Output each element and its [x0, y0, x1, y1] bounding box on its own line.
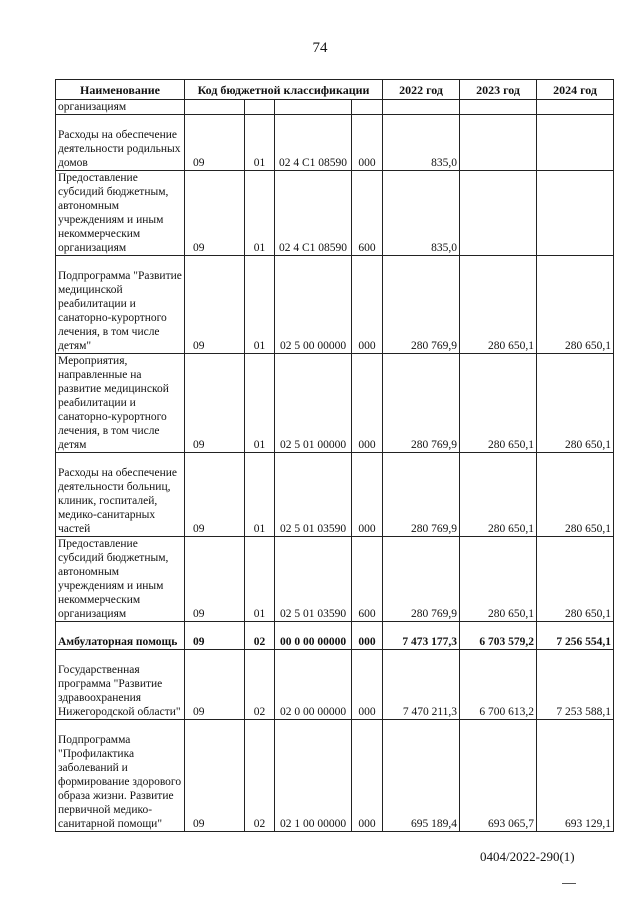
code-section-cell: 09 — [185, 354, 213, 453]
budget-table — [55, 79, 614, 832]
amount-2022-cell: 835,0 — [383, 115, 460, 171]
code-subsection-cell: 01 — [245, 171, 275, 256]
header-code: Код бюджетной классификации — [185, 80, 383, 100]
amount-2024-cell — [537, 171, 614, 256]
amount-2024-cell — [537, 115, 614, 171]
code-section-cell: 09 — [185, 115, 213, 171]
code-target-article-cell — [275, 100, 352, 115]
name-cell: организациям — [56, 100, 185, 115]
amount-2023-cell: 6 703 579,2 — [460, 622, 537, 650]
code-section-cell: 09 — [185, 171, 213, 256]
amount-2024-cell — [537, 100, 614, 115]
code-target-article-cell: 02 4 С1 08590 — [275, 115, 352, 171]
code-target-article-cell: 02 5 00 00000 — [275, 256, 352, 354]
code-subsection-cell: 01 — [245, 354, 275, 453]
table-row — [56, 650, 614, 720]
code-subsection-cell: 02 — [245, 650, 275, 720]
amount-2024-cell: 7 256 554,1 — [537, 622, 614, 650]
code-section-cell — [185, 100, 213, 115]
table-row — [56, 720, 614, 832]
amount-2024-cell: 280 650,1 — [537, 256, 614, 354]
code-subsection-cell — [245, 100, 275, 115]
amount-2024-cell: 280 650,1 — [537, 453, 614, 537]
code-target-article-cell: 02 1 00 00000 — [275, 720, 352, 832]
code-expense-type-cell: 000 — [352, 622, 383, 650]
code-target-article-cell: 02 0 00 00000 — [275, 650, 352, 720]
amount-2023-cell — [460, 171, 537, 256]
name-cell: Предоставление субсидий бюджетным, автономным учреждениям и иным некоммерческим организациям — [56, 537, 185, 622]
table-row — [56, 453, 614, 537]
amount-2022-cell: 695 189,4 — [383, 720, 460, 832]
code-section-cell: 09 — [185, 720, 213, 832]
amount-2022-cell: 280 769,9 — [383, 354, 460, 453]
code-spacer-cell — [213, 453, 245, 537]
amount-2023-cell: 693 065,7 — [460, 720, 537, 832]
code-subsection-cell: 02 — [245, 720, 275, 832]
code-expense-type-cell: 000 — [352, 256, 383, 354]
amount-2022-cell: 7 470 211,3 — [383, 650, 460, 720]
table-row — [56, 354, 614, 453]
code-spacer-cell — [213, 171, 245, 256]
code-target-article-cell: 02 4 С1 08590 — [275, 171, 352, 256]
code-spacer-cell — [213, 650, 245, 720]
amount-2024-cell: 280 650,1 — [537, 354, 614, 453]
code-subsection-cell: 01 — [245, 537, 275, 622]
code-expense-type-cell: 600 — [352, 171, 383, 256]
name-cell: Мероприятия, направленные на развитие медицинской реабилитации и санаторно-курортного лечения, в том числе детям — [56, 354, 185, 453]
header-2023: 2023 год — [460, 80, 537, 100]
amount-2023-cell — [460, 100, 537, 115]
name-cell: Государственная программа "Развитие здравоохранения Нижегородской области" — [56, 650, 185, 720]
table-row — [56, 537, 614, 622]
amount-2023-cell: 280 650,1 — [460, 256, 537, 354]
code-spacer-cell — [213, 256, 245, 354]
amount-2024-cell: 693 129,1 — [537, 720, 614, 832]
code-target-article-cell: 02 5 01 03590 — [275, 537, 352, 622]
name-cell: Расходы на обеспечение деятельности больниц, клиник, госпиталей, медико-санитарных частей — [56, 453, 185, 537]
code-target-article-cell: 02 5 01 03590 — [275, 453, 352, 537]
amount-2024-cell: 7 253 588,1 — [537, 650, 614, 720]
code-spacer-cell — [213, 100, 245, 115]
code-expense-type-cell: 000 — [352, 115, 383, 171]
code-expense-type-cell: 000 — [352, 720, 383, 832]
table-row — [56, 115, 614, 171]
amount-2022-cell: 280 769,9 — [383, 256, 460, 354]
amount-2024-cell: 280 650,1 — [537, 537, 614, 622]
page-number: 74 — [312, 40, 328, 56]
code-spacer-cell — [213, 537, 245, 622]
footer-mark — [562, 883, 576, 884]
amount-2023-cell: 280 650,1 — [460, 537, 537, 622]
code-target-article-cell: 00 0 00 00000 — [275, 622, 352, 650]
header-name: Наименование — [56, 80, 185, 100]
code-section-cell: 09 — [185, 650, 213, 720]
code-subsection-cell: 02 — [245, 622, 275, 650]
name-cell: Расходы на обеспечение деятельности родильных домов — [56, 115, 185, 171]
table-row — [56, 256, 614, 354]
code-section-cell: 09 — [185, 537, 213, 622]
code-subsection-cell: 01 — [245, 453, 275, 537]
code-section-cell: 09 — [185, 256, 213, 354]
code-section-cell: 09 — [185, 453, 213, 537]
code-expense-type-cell: 000 — [352, 453, 383, 537]
code-spacer-cell — [213, 622, 245, 650]
code-spacer-cell — [213, 354, 245, 453]
header-2024: 2024 год — [537, 80, 614, 100]
code-subsection-cell: 01 — [245, 115, 275, 171]
name-cell: Предоставление субсидий бюджетным, автономным учреждениям и иным некоммерческим организациям — [56, 171, 185, 256]
amount-2023-cell: 280 650,1 — [460, 354, 537, 453]
name-cell: Подпрограмма "Профилактика заболеваний и формирование здорового образа жизни. Развитие первичной медико-санитарной помощи" — [56, 720, 185, 832]
amount-2023-cell: 6 700 613,2 — [460, 650, 537, 720]
table-row — [56, 100, 614, 115]
amount-2022-cell: 280 769,9 — [383, 453, 460, 537]
name-cell: Амбулаторная помощь — [56, 622, 185, 650]
header-2022: 2022 год — [383, 80, 460, 100]
amount-2022-cell: 835,0 — [383, 171, 460, 256]
code-subsection-cell: 01 — [245, 256, 275, 354]
table-header-row — [56, 80, 614, 100]
amount-2022-cell: 280 769,9 — [383, 537, 460, 622]
table-row — [56, 171, 614, 256]
amount-2022-cell — [383, 100, 460, 115]
table-row — [56, 622, 614, 650]
code-expense-type-cell — [352, 100, 383, 115]
amount-2022-cell: 7 473 177,3 — [383, 622, 460, 650]
code-expense-type-cell: 000 — [352, 650, 383, 720]
amount-2023-cell: 280 650,1 — [460, 453, 537, 537]
code-expense-type-cell: 000 — [352, 354, 383, 453]
code-section-cell: 09 — [185, 622, 213, 650]
document-code: 0404/2022-290(1) — [480, 849, 575, 864]
amount-2023-cell — [460, 115, 537, 171]
code-spacer-cell — [213, 115, 245, 171]
code-spacer-cell — [213, 720, 245, 832]
name-cell: Подпрограмма "Развитие медицинской реабилитации и санаторно-курортного лечения, в том числе детям" — [56, 256, 185, 354]
code-target-article-cell: 02 5 01 00000 — [275, 354, 352, 453]
code-expense-type-cell: 600 — [352, 537, 383, 622]
